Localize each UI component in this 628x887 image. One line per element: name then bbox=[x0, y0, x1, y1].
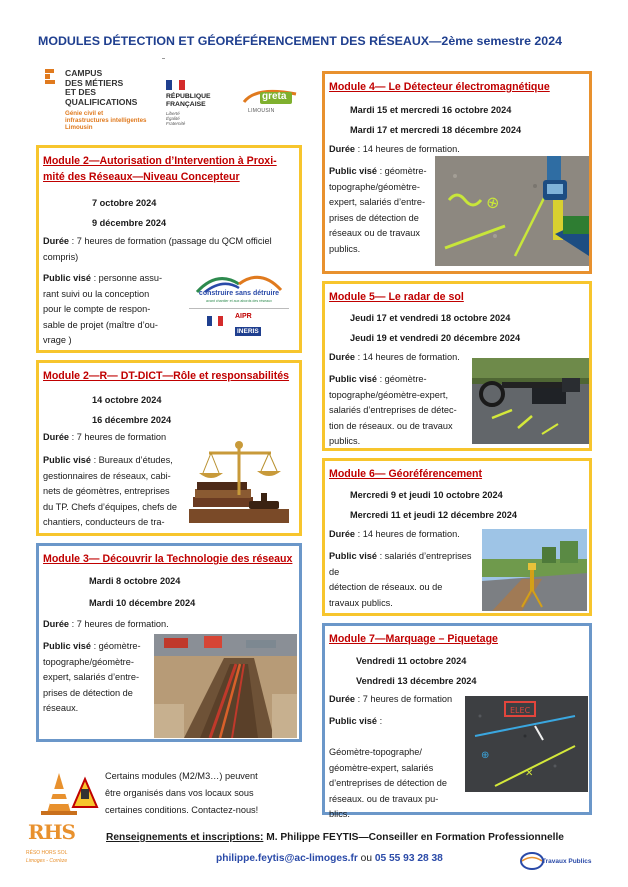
campus-sub-line: Génie civil et bbox=[65, 110, 104, 117]
svg-text:ELEC: ELEC bbox=[510, 706, 531, 715]
public-value: tion de réseaux. ou de travaux bbox=[329, 420, 453, 431]
module-public bbox=[329, 714, 469, 823]
module-2-title bbox=[43, 153, 299, 185]
public-value: expert, salariés d’entre- bbox=[43, 672, 140, 682]
travaux-publics-logo bbox=[520, 850, 592, 876]
campus-sub-line: infrastructures intelligentes bbox=[65, 117, 147, 124]
duree-label: Durée bbox=[329, 352, 356, 362]
aipr-label: AIPR bbox=[235, 313, 252, 320]
csd-sub: avant chantier et aux abords des réseaux bbox=[206, 299, 272, 303]
greta-name: greta bbox=[262, 91, 287, 102]
module-public bbox=[43, 271, 193, 349]
campus-logo-icon bbox=[45, 69, 59, 85]
public-value: prises de détection de bbox=[43, 687, 133, 698]
greta-logo bbox=[240, 88, 300, 118]
public-label: Public visé bbox=[329, 551, 378, 561]
duree-label: Durée bbox=[43, 236, 70, 246]
duree-label: Durée bbox=[329, 529, 356, 539]
module-title-line: Module 7—Marquage – Piquetage bbox=[329, 633, 498, 645]
roadwork-cone-icon bbox=[37, 767, 99, 815]
module-date: Mardi 10 décembre 2024 bbox=[89, 598, 196, 608]
tp-globe-icon bbox=[520, 852, 544, 870]
public-value: prises de détection de bbox=[329, 212, 419, 223]
public-value: géomètre-expert, salariés bbox=[329, 762, 434, 773]
module-date: 16 décembre 2024 bbox=[92, 415, 172, 425]
public-value: nets de géomètres, entreprises bbox=[43, 486, 170, 496]
dot-mark bbox=[162, 58, 165, 59]
public-value: réseaux. bbox=[43, 703, 79, 713]
public-value: réseaux ou de travaux bbox=[329, 228, 420, 238]
public-value: vrage ) bbox=[43, 335, 72, 345]
greta-sub: LIMOUSIN bbox=[248, 108, 275, 114]
public-value: topographe/géomètre- bbox=[329, 181, 420, 192]
module-duree bbox=[43, 234, 299, 265]
public-value: topographe/géomètre-expert, bbox=[329, 389, 449, 400]
campus-name-line: QUALIFICATIONS bbox=[65, 96, 138, 107]
module-7-title bbox=[329, 631, 589, 647]
public-value: d’entreprises de détection de bbox=[329, 778, 447, 788]
module-2-card bbox=[36, 145, 302, 353]
duree-label: Durée bbox=[43, 619, 70, 629]
campus-name-line: ET DES bbox=[65, 87, 97, 97]
duree-value: : 7 heures de formation bbox=[69, 432, 167, 442]
module-5-title bbox=[329, 289, 589, 305]
public-value: topographe/géomètre- bbox=[43, 656, 134, 667]
module-date: Mercredi 11 et jeudi 12 décembre 2024 bbox=[350, 510, 517, 520]
rf-motto: Liberté bbox=[166, 111, 180, 116]
module-date: Jeudi 17 et vendredi 18 octobre 2024 bbox=[350, 313, 511, 323]
contact-separator: ou bbox=[357, 853, 375, 864]
rhs-logo bbox=[26, 820, 74, 876]
module-date: Vendredi 13 décembre 2024 bbox=[356, 676, 477, 686]
public-value: : géomètre- bbox=[377, 166, 427, 176]
public-value: : géomètre- bbox=[377, 374, 427, 384]
module-public bbox=[43, 453, 193, 531]
rhs-name: RHS bbox=[28, 820, 75, 844]
module-title-line: Module 2—R— DT-DICT—Rôle et responsabilités bbox=[43, 370, 290, 382]
rf-motto: Égalité bbox=[166, 116, 180, 121]
detector-photo bbox=[435, 156, 589, 266]
ground-radar-photo bbox=[472, 358, 589, 444]
module-public bbox=[43, 639, 163, 717]
svg-text:⊕: ⊕ bbox=[483, 191, 502, 214]
module-title-line: Module 6— Géoréférencement bbox=[329, 468, 483, 480]
public-label: Public visé bbox=[329, 716, 378, 726]
module-date: 7 octobre 2024 bbox=[92, 198, 157, 208]
construire-sans-detruire-logo bbox=[189, 272, 289, 348]
public-value: du TP. Chefs d’équipes, chefs de bbox=[43, 501, 177, 512]
rf-line: RÉPUBLIQUE bbox=[166, 93, 211, 100]
public-label: Public visé bbox=[43, 455, 92, 465]
marianne-flag-icon bbox=[166, 80, 186, 90]
duree-label: Durée bbox=[43, 432, 70, 442]
public-value: réseaux. ou de travaux pu- bbox=[329, 793, 439, 804]
contact-email-link[interactable]: philippe.feytis@ac-limoges.fr bbox=[216, 853, 358, 864]
public-label: Public visé bbox=[329, 374, 378, 384]
module-date: Mercredi 9 et jeudi 10 octobre 2024 bbox=[350, 490, 503, 500]
contact-line bbox=[106, 832, 586, 843]
module-public bbox=[329, 164, 439, 257]
notice-line: certaines conditions. Contactez-nous! bbox=[105, 805, 259, 815]
contact-label: Renseignements et inscriptions: bbox=[106, 832, 264, 843]
campus-name-line: CAMPUS bbox=[65, 68, 103, 78]
module-title-line: Module 3— Découvrir la Technologie des réseaux bbox=[43, 553, 293, 565]
svg-text:✕: ✕ bbox=[525, 768, 534, 779]
module-date: 14 octobre 2024 bbox=[92, 395, 162, 405]
public-value: expert, salariés d’entre- bbox=[329, 197, 426, 207]
module-2r-title bbox=[43, 368, 299, 384]
module-4-card bbox=[322, 71, 592, 274]
rf-motto: Fraternité bbox=[166, 121, 186, 126]
module-title-line: Module 5— Le radar de sol bbox=[329, 291, 464, 303]
module-public bbox=[329, 372, 479, 450]
ineris-label: INERIS bbox=[237, 328, 259, 335]
page-title: MODULES DÉTECTION ET GÉORÉFÉRENCEMENT DES RÉSEAUX—2ème semestre 2024 bbox=[38, 34, 562, 48]
contact-phone[interactable]: 05 55 93 28 38 bbox=[374, 853, 443, 864]
public-value: travaux publics. bbox=[329, 597, 393, 608]
public-value: chantiers, conducteurs de tra- bbox=[43, 517, 165, 527]
module-title-line: Module 2—Autorisation d’Intervention à Proxi- bbox=[43, 155, 277, 167]
module-date: Jeudi 19 et vendredi 20 décembre 2024 bbox=[350, 333, 521, 343]
svg-text:⊕: ⊕ bbox=[481, 750, 490, 761]
module-date: 9 décembre 2024 bbox=[92, 218, 167, 228]
module-date: Vendredi 11 octobre 2024 bbox=[356, 656, 467, 666]
module-3-card bbox=[36, 543, 302, 742]
csd-name: construire sans détruire bbox=[198, 290, 280, 297]
public-label: Public visé bbox=[329, 166, 378, 176]
divider bbox=[189, 308, 289, 309]
module-title-line: mité des Réseaux—Niveau Concepteur bbox=[43, 171, 240, 183]
duree-value: compris) bbox=[43, 251, 79, 262]
public-value: blics. bbox=[329, 809, 350, 819]
notice-line: Certains modules (M2/M3…) peuvent bbox=[105, 771, 258, 781]
public-value: pour le compte de respon- bbox=[43, 304, 151, 314]
justice-scales-image bbox=[189, 435, 291, 525]
duree-value: : 14 heures de formation. bbox=[355, 352, 460, 362]
survey-photo bbox=[482, 529, 587, 611]
public-value: gestionnaires de réseaux, cabi- bbox=[43, 470, 171, 481]
public-value: : personne assu- bbox=[91, 273, 163, 283]
public-value: publics. bbox=[329, 436, 361, 446]
module-title-line: Module 4— Le Détecteur électromagnétique bbox=[329, 81, 550, 93]
module-6-card bbox=[322, 458, 592, 616]
module-public bbox=[329, 549, 479, 611]
duree-value: : 14 heures de formation. bbox=[355, 529, 460, 539]
rf-line: FRANÇAISE bbox=[166, 101, 206, 108]
public-value: : géomètre- bbox=[91, 641, 141, 651]
public-value: rant suivi ou la conception bbox=[43, 288, 150, 299]
public-value: sable de projet (maître d’ou- bbox=[43, 319, 158, 330]
republique-francaise-logo bbox=[166, 80, 236, 126]
module-3-title bbox=[43, 551, 299, 567]
public-label: Public visé bbox=[43, 641, 92, 651]
public-value: : bbox=[377, 716, 383, 726]
module-duree bbox=[43, 617, 299, 633]
module-date: Mardi 15 et mercredi 16 octobre 2024 bbox=[350, 105, 512, 115]
duree-value: : 7 heures de formation bbox=[355, 694, 453, 704]
notice-line: être organisés dans vos locaux sous bbox=[105, 788, 254, 798]
duree-label: Durée bbox=[329, 694, 356, 704]
public-value: publics. bbox=[329, 243, 361, 254]
custom-location-notice bbox=[105, 768, 315, 819]
module-2r-card bbox=[36, 360, 302, 536]
ground-marking-photo bbox=[465, 696, 588, 792]
public-value bbox=[329, 730, 469, 746]
module-date: Mardi 8 octobre 2024 bbox=[89, 576, 181, 586]
duree-value: : 14 heures de formation. bbox=[355, 144, 460, 154]
module-5-card bbox=[322, 281, 592, 451]
module-7-card bbox=[322, 623, 592, 819]
public-value: Géomètre-topographe/ bbox=[329, 747, 422, 757]
duree-label: Durée bbox=[329, 144, 356, 154]
public-value: détection de réseaux. ou de bbox=[329, 582, 443, 592]
campus-name-line: DES MÉTIERS bbox=[65, 77, 124, 88]
public-label: Public visé bbox=[43, 273, 92, 283]
module-date: Mardi 17 et mercredi 18 décembre 2024 bbox=[350, 125, 522, 135]
tp-name: Travaux Publics bbox=[542, 858, 592, 865]
contact-details bbox=[216, 853, 443, 864]
public-value: salariés d’entreprises de détec- bbox=[329, 405, 457, 415]
trench-photo bbox=[154, 634, 297, 738]
rhs-sub: RÉSO HORS SOL bbox=[26, 850, 68, 856]
rf-flag-icon bbox=[207, 316, 223, 326]
duree-value: : 7 heures de formation. bbox=[69, 619, 169, 629]
rhs-script: Limoges - Corrèze bbox=[26, 858, 68, 864]
module-4-title bbox=[329, 79, 589, 95]
contact-person: M. Philippe FEYTIS—Conseiller en Formation Professionnelle bbox=[263, 832, 564, 843]
module-6-title bbox=[329, 466, 589, 482]
duree-value: : 7 heures de formation (passage du QCM officiel bbox=[69, 236, 272, 246]
public-value: : salariés d’entreprises de bbox=[329, 551, 472, 577]
public-value: : Bureaux d’études, bbox=[91, 455, 173, 465]
campus-sub-line: Limousin bbox=[65, 124, 93, 131]
